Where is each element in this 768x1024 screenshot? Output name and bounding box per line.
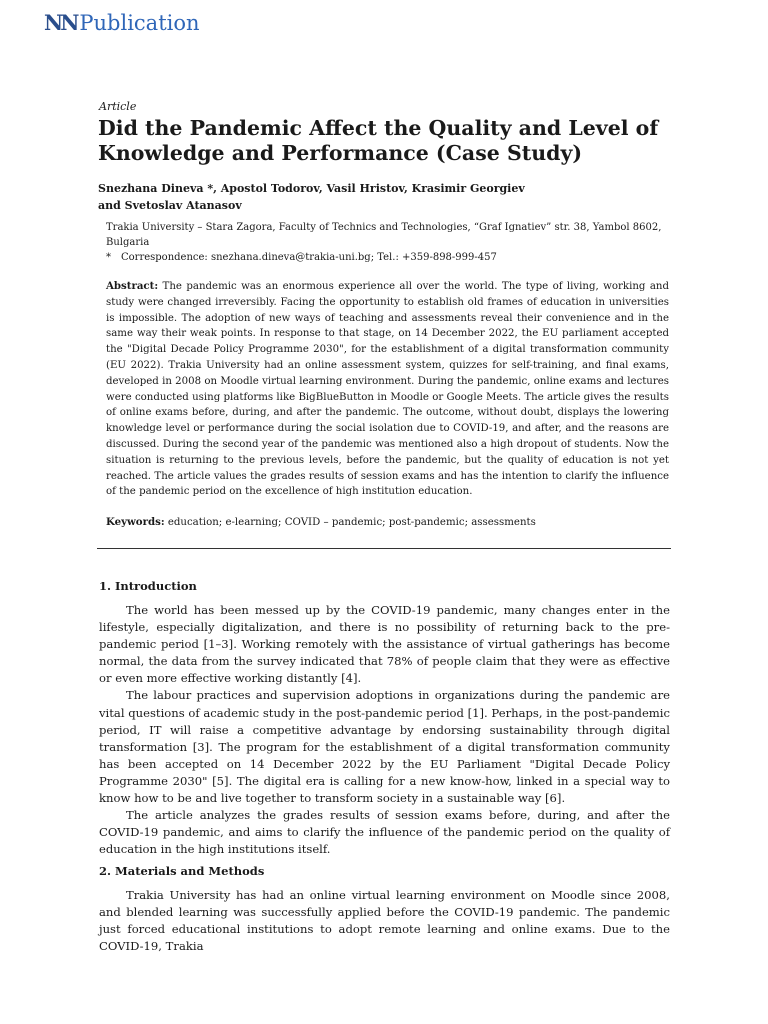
- author-list: [98, 180, 568, 214]
- correspondence-text: Correspondence: snezhana.dineva@trakia-uni.bg; Tel.: +359-898-999-457: [121, 252, 497, 263]
- keywords-label: Keywords:: [106, 516, 165, 528]
- correspondence: [106, 250, 666, 265]
- keywords-text: education; e-learning; COVID – pandemic; post-pandemic; assessments: [167, 517, 536, 528]
- authors-line-2: and Svetoslav Atanasov: [98, 199, 242, 212]
- paragraph: The article analyzes the grades results of session exams before, during, and after the COVID-19 pandemic, and aims to clarify the influence of the pandemic period on the quality of education in the high institutions itself.: [99, 808, 670, 857]
- paragraph: The labour practices and supervision adoptions in organizations during the pandemic are vital questions of academic study in the post-pandemic period [1]. Perhaps, in the post-pandemic period, IT will raise a competitive advantage by endorsing sustainability through digital transformation [3]. The program for the establishment of a digital transformation community has been accepted on 14 December 2022 by the EU Parliament "Digital Decade Policy Programme 2030" [5]. The digital era is calling for a new know-how, linked in a special way to know how to be and live together to transform society in a sustainable way [6].: [99, 688, 670, 806]
- logo-mark: NN: [44, 10, 77, 35]
- section-heading-materials-methods: 2. Materials and Methods: [99, 864, 265, 878]
- keywords: [106, 515, 669, 530]
- article-type: Article: [99, 100, 137, 113]
- materials-methods-body: [99, 887, 670, 955]
- correspondence-mark: *: [106, 252, 111, 263]
- introduction-body: [99, 602, 670, 858]
- abstract-text: The pandemic was an enormous experience all over the world. The type of living, working and study were changed irreversibly. Facing the opportunity to establish old frames of education in universities is impossible. The adoption of new ways of teaching and assessments reveal their convenience and in the same way their weak points. In response to that stage, on 14 December 2022, the EU parliament accepted the "Digital Decade Policy Programme 2030", for the establishment of a digital transformation community (EU 2022). Trakia University had an online assessment system, quizzes for self-training, and final exams, developed in 2008 on Moodle virtual learning environment. During the pandemic, online exams and lectures were conducted using platforms like BigBlueButton in Moodle or Google Meets. The article gives the results of online exams before, during, and after the pandemic. The outcome, without doubt, displays the lowering knowledge level or performance during the social isolation due to COVID-19, and after, and the reasons are discussed. During the second year of the pandemic was mentioned also a high dropout of students. Now the situation is returning to the previous levels, before the pandemic, but the quality of education is not yet reached. The article values the grades results of session exams and has the intention to clarify the influence of the pandemic period on the excellence of high institution education.: [106, 281, 669, 498]
- section-heading-introduction: 1. Introduction: [99, 579, 197, 593]
- abstract: [106, 279, 669, 500]
- paper-title: Did the Pandemic Affect the Quality and Level of Knowledge and Performance (Case Study): [98, 116, 659, 165]
- authors-line-1: Snezhana Dineva *, Apostol Todorov, Vasil Hristov, Krasimir Georgiev: [98, 182, 525, 195]
- affiliation: Trakia University – Stara Zagora, Faculty of Technics and Technologies, “Graf Ignatiev” str. 38, Yambol 8602, Bulgaria: [106, 222, 662, 248]
- publisher-logo: [44, 8, 200, 38]
- paragraph: The world has been messed up by the COVID-19 pandemic, many changes enter in the lifestyle, especially digitalization, and there is no possibility of returning back to the pre-pandemic period [1–3]. Working remotely with the assistance of virtual gatherings has become normal, the data from the survey indicated that 78% of people claim that they were as effective or even more effective working distantly [4].: [99, 603, 670, 686]
- abstract-label: Abstract:: [106, 280, 159, 292]
- section-divider: [97, 548, 671, 549]
- logo-text: Publication: [79, 11, 200, 35]
- paragraph: Trakia University has had an online virtual learning environment on Moodle since 2008, and blended learning was successfully applied before the COVID-19 pandemic. The pandemic just forced educational institutions to adopt remote learning and online exams. Due to the COVID-19, Trakia: [99, 888, 670, 954]
